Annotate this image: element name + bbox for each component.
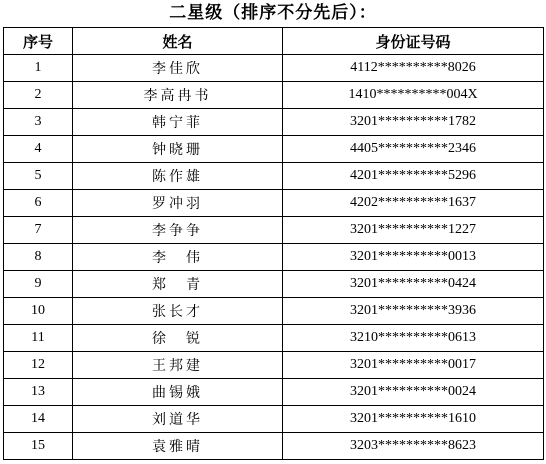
id-number-cell: 3201**********0013 (283, 244, 544, 271)
table-row (4, 55, 544, 82)
table-row (4, 163, 544, 190)
name-cell: 钟晓珊 (73, 136, 283, 163)
id-number-cell: 4112**********8026 (283, 55, 544, 82)
name-cell: 曲锡娥 (73, 379, 283, 406)
row-number-cell: 13 (4, 379, 73, 406)
row-number-cell: 15 (4, 433, 73, 460)
table-row (4, 82, 544, 109)
row-number-cell: 1 (4, 55, 73, 82)
column-header-name: 姓名 (73, 28, 283, 55)
roster-table (3, 27, 544, 460)
row-number-cell: 14 (4, 406, 73, 433)
name-cell: 徐 锐 (73, 325, 283, 352)
name-cell: 李高冉书 (73, 82, 283, 109)
page-title: 二星级（排序不分先后）： (169, 3, 377, 23)
row-number-cell: 4 (4, 136, 73, 163)
table-row (4, 406, 544, 433)
name-cell: 陈作雄 (73, 163, 283, 190)
name-cell: 袁雅晴 (73, 433, 283, 460)
row-number-cell: 9 (4, 271, 73, 298)
id-number-cell: 4202**********1637 (283, 190, 544, 217)
name-cell: 李佳欣 (73, 55, 283, 82)
table-header-row (4, 28, 544, 55)
id-number-cell: 4201**********5296 (283, 163, 544, 190)
name-cell: 韩宁菲 (73, 109, 283, 136)
name-cell: 郑 青 (73, 271, 283, 298)
table-row (4, 379, 544, 406)
row-number-cell: 5 (4, 163, 73, 190)
id-number-cell: 3201**********3936 (283, 298, 544, 325)
table-row (4, 136, 544, 163)
id-number-cell: 3201**********1227 (283, 217, 544, 244)
row-number-cell: 7 (4, 217, 73, 244)
table-row (4, 190, 544, 217)
name-cell: 张长才 (73, 298, 283, 325)
id-number-cell: 3201**********1610 (283, 406, 544, 433)
id-number-cell: 3201**********0024 (283, 379, 544, 406)
row-number-cell: 8 (4, 244, 73, 271)
name-cell: 李 伟 (73, 244, 283, 271)
table-row (4, 298, 544, 325)
table-row (4, 433, 544, 460)
row-number-cell: 10 (4, 298, 73, 325)
id-number-cell: 3210**********0613 (283, 325, 544, 352)
table-row (4, 109, 544, 136)
column-header-id: 身份证号码 (283, 28, 544, 55)
name-cell: 刘道华 (73, 406, 283, 433)
table-row (4, 352, 544, 379)
row-number-cell: 12 (4, 352, 73, 379)
id-number-cell: 3201**********0424 (283, 271, 544, 298)
id-number-cell: 1410**********004X (283, 82, 544, 109)
column-header-no: 序号 (4, 28, 73, 55)
id-number-cell: 3201**********1782 (283, 109, 544, 136)
row-number-cell: 3 (4, 109, 73, 136)
row-number-cell: 11 (4, 325, 73, 352)
row-number-cell: 2 (4, 82, 73, 109)
id-number-cell: 3203**********8623 (283, 433, 544, 460)
name-cell: 王邦建 (73, 352, 283, 379)
id-number-cell: 3201**********0017 (283, 352, 544, 379)
name-cell: 李争争 (73, 217, 283, 244)
table-row (4, 244, 544, 271)
table-row (4, 325, 544, 352)
table-row (4, 271, 544, 298)
table-body (4, 55, 544, 460)
name-cell: 罗冲羽 (73, 190, 283, 217)
row-number-cell: 6 (4, 190, 73, 217)
table-row (4, 217, 544, 244)
id-number-cell: 4405**********2346 (283, 136, 544, 163)
